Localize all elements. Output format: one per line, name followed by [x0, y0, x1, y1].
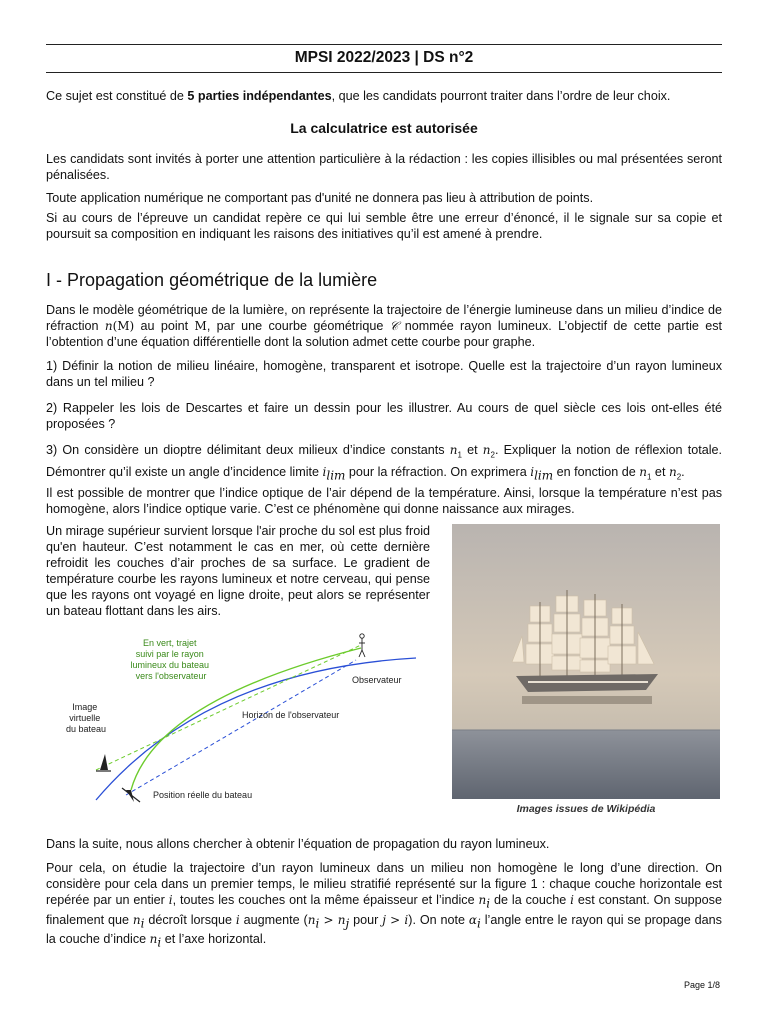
- header-bottom-rule: [46, 72, 722, 73]
- image-caption: Images issues de Wikipédia: [516, 803, 656, 815]
- real-position-label: Position réelle du bateau: [153, 790, 253, 800]
- real-boat-icon: [122, 788, 140, 802]
- question-1: 1) Définir la notion de milieu linéaire, homogène, transparent et isotrope. Quelle est la trajectoire d’un rayon lumineux dans un tel milieu ?: [46, 359, 722, 389]
- rule-presentation: Les candidats sont invités à porter une attention particulière à la rédaction : les copies illisibles ou mal présentées seront pénalisées.: [46, 152, 722, 182]
- green-ray-label: En vert, trajet suivi par le rayon lumineux du bateau vers l'observateur: [130, 638, 210, 681]
- header-title: MPSI 2022/2023 | DS n°2: [294, 49, 474, 66]
- calculator-notice: La calculatrice est autorisée: [290, 120, 478, 136]
- question-2: 2) Rappeler les lois de Descartes et faire un dessin pour les illustrer. Au cours de quel siècle ces lois ont-elles été proposées ?: [46, 401, 722, 431]
- rule-errors: Si au cours de l’épreuve un candidat repère ce qui lui semble être une erreur d’énoncé, il le signale sur sa copie et poursuit sa composition en indiquant les raisons des initiatives qu’il est amené à prendre.: [46, 211, 722, 241]
- section-title: I - Propagation géométrique de la lumière: [46, 270, 378, 290]
- observer-label: Observateur: [352, 675, 402, 685]
- section-intro: Dans le modèle géométrique de la lumière, on représente la trajectoire de l’énergie lumineuse dans un milieu d’indice de réfraction n(M) au point M, par une courbe géométrique 𝒞 nommée rayon lumineux. L’objectif de cette partie est l’obtention d’une équation différentielle dont la solution admet cette courbe pour graphe.: [46, 303, 723, 349]
- rule-units: Toute application numérique ne comportant pas d'unité ne donnera pas lieu à attribution de points.: [46, 191, 594, 205]
- question-3: 3) On considère un dioptre délimitant deux milieux d’indice constants $n_1$ et $n_2$. Expliquer la notion de réflexion totale. Démontrer qu’il existe un angle d’incidence limite $i_{lim}$ pour la réfraction. On exprimera $i_{lim}$ en fonction de $n_1$ et $n_2$.: [46, 443, 722, 483]
- stratified-paragraph: Pour cela, on étudie la trajectoire d’un rayon lumineux dans un milieu non homogène le long d’une direction. On considère pour cela dans un premier temps, le milieu stratifié représenté sur la figure 1 : chaque couche horizontale est repérée par un entier i, toutes les couches ont la même épaisseur et l’indice $n_i$ de la couche i est constant. On suppose finalement que $n_i$ décroît lorsque i augmente ($n_i > n_j$ pour j > i). On note $\alpha_i$ l’angle entre le rayon qui se propage dans la couche d’indice $n_i$ et l’axe horizontal.: [46, 861, 722, 950]
- mirage-photo: [452, 524, 720, 799]
- mirage-text: Un mirage supérieur survient lorsque l'air proche du sol est plus froid qu'en hauteur. C’est notamment le cas en mer, où cette dernière refroidit les couches d’air proches de sa surface. Le gradient de température courbe les rayons lumineux et notre cerveau, qui pense que les rayons ont voyagé en ligne droite, peut alors se représenter un bateau flottant dans les airs.: [46, 524, 430, 618]
- mirage-ship-image: [452, 524, 720, 799]
- top-rule: [46, 44, 722, 45]
- observer-icon: [359, 634, 365, 657]
- ship-reflection: [522, 696, 652, 704]
- virtual-image-label: Image virtuelle du bateau: [65, 702, 107, 734]
- mirage-intro: Il est possible de montrer que l’indice optique de l’air dépend de la température. Ainsi, lorsque la température n’est pas homogène, alors l’indice optique varie. C’est ce phénomène qui donne naissance aux mirages.: [46, 486, 722, 516]
- next-paragraph: Dans la suite, nous allons chercher à obtenir l’équation de propagation du rayon lumineux.: [46, 837, 550, 851]
- horizon-label: Horizon de l'observateur: [242, 710, 340, 720]
- page-number: Page 1/8: [683, 980, 720, 990]
- intro-paragraph: Ce sujet est constitué de 5 parties indépendantes, que les candidats pourront traiter dans l’ordre de leur choix.: [46, 89, 671, 103]
- mirage-diagram: [56, 630, 416, 810]
